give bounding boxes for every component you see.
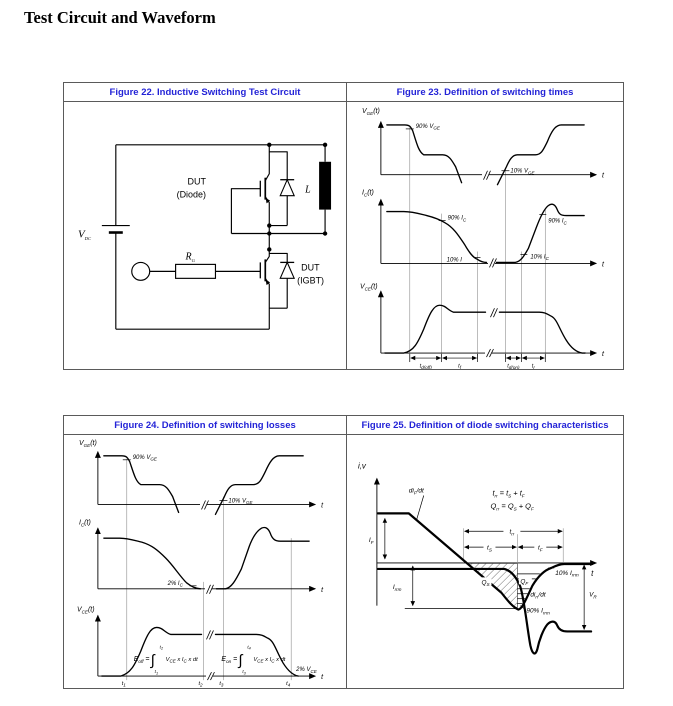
vge-plot xyxy=(79,440,324,514)
figure-table-bottom-header xyxy=(64,416,623,435)
figure-table-top-body xyxy=(64,102,623,369)
gate-resistor xyxy=(176,264,216,278)
pct2-ic-label: 2% $I_C$ xyxy=(167,580,183,588)
ic-plot xyxy=(362,190,605,269)
figure-table-bottom-body xyxy=(64,435,623,688)
equations xyxy=(490,489,534,512)
svg-text:t3: $t_3$ xyxy=(242,669,246,676)
ic-waveform-right xyxy=(216,528,309,589)
inductor-symbol xyxy=(319,145,331,234)
gate-drive-source xyxy=(132,262,150,280)
tr-label: $t_r$ xyxy=(531,363,535,369)
reference-lines xyxy=(410,123,546,359)
td-on-label: $t_{d(on)}$ xyxy=(507,363,520,369)
t-axis-label: t xyxy=(602,351,605,359)
irrm-label: $I_{rrm}$ xyxy=(392,583,402,592)
vr-label: $V_R$ xyxy=(589,591,597,600)
figure22-title: Figure 22. Inductive Switching Test Circuit xyxy=(64,83,347,101)
svg-text:VCE x IC x dt: $V_{CE}$ x $I_C$ x dt xyxy=(253,657,286,664)
vge-axis-label: $V_{GE}(t)$ xyxy=(361,107,380,116)
pct90-ic-fall-label: 90% $I_C$ xyxy=(447,215,467,223)
pct90-vge-label: 90% $V_{GE}$ xyxy=(132,454,157,462)
dif-dt-label: $di_F/dt$ xyxy=(408,487,424,496)
svg-text:t1: $t_1$ xyxy=(154,669,159,676)
qs-label: $Q_S$ xyxy=(481,579,490,588)
trr-span-label: $t_{rr}$ xyxy=(509,528,515,537)
tf-label: $t_f$ xyxy=(458,363,462,369)
t1-tick-label: $t_1$ xyxy=(121,681,126,688)
qf-label: $Q_F$ xyxy=(520,578,529,587)
figure25-cell xyxy=(347,435,623,688)
pct10-irrm-label: 10% $I_{rrm}$ xyxy=(555,569,579,578)
dut-igbt-label: DUT xyxy=(301,262,320,273)
pct10-vge-label: 10% $V_{GE}$ xyxy=(228,498,253,506)
vge-waveform xyxy=(104,456,179,513)
pct10-ic-rise-label: 10% $I_C$ xyxy=(530,254,549,262)
reference-lines xyxy=(127,459,291,680)
figure-table-top-header xyxy=(64,83,623,102)
figure25-title: Figure 25. Definition of diode switching characteristics xyxy=(361,419,609,431)
eoff-formula xyxy=(134,644,198,675)
diode-switching-characteristics-diagram xyxy=(347,435,623,688)
t-axis-label: t xyxy=(591,568,594,578)
t-axis-label: t xyxy=(602,261,605,269)
inductor-label: L xyxy=(305,184,311,196)
dut-igbt-label-2: (IGBT) xyxy=(297,275,325,286)
vge-waveform-right xyxy=(497,125,584,185)
pct10-ic-fall-label: 10% I xyxy=(446,257,462,264)
ic-axis-label: $I_C(t)$ xyxy=(78,519,91,528)
page-title: Test Circuit and Waveform xyxy=(24,8,216,27)
figure23-title: Figure 23. Definition of switching times xyxy=(396,86,574,98)
t-axis-label: t xyxy=(321,502,324,510)
t-axis-label: t xyxy=(321,674,324,682)
figure-table-top xyxy=(63,82,624,370)
t3-tick-label: $t_3$ xyxy=(219,681,224,688)
vge-waveform xyxy=(387,125,462,183)
iv-axis-label: i,v xyxy=(357,461,366,471)
rg-label: $R_G$ xyxy=(185,251,195,263)
vce-waveform-right xyxy=(215,634,298,676)
lower-igbt-symbol xyxy=(260,249,270,329)
qrr-equation: $Q_{rr} = Q_S + Q_F$ xyxy=(490,501,534,512)
figure22-cell xyxy=(64,102,347,369)
lower-diode-symbol xyxy=(269,253,294,308)
svg-text:∫: ∫ xyxy=(150,653,155,670)
ts-span-label: $t_S$ xyxy=(487,544,492,553)
time-ticks xyxy=(122,681,291,687)
if-label: $I_F$ xyxy=(368,537,374,546)
vce-waveform xyxy=(385,305,486,353)
ic-waveform xyxy=(387,212,487,263)
upper-diode-symbol xyxy=(269,152,294,226)
pct90-irrm-label: 90% $I_{rrm}$ xyxy=(526,607,550,616)
switching-losses-waveform-diagram xyxy=(64,435,346,688)
switching-times-waveform-diagram xyxy=(347,102,623,369)
irrm-arrow xyxy=(393,566,413,606)
dirr-dt-label: $di_{rr}/dt$ xyxy=(530,591,546,600)
timing-spans xyxy=(410,354,546,369)
t4-tick-label: $t_4$ xyxy=(286,681,291,688)
pct90-ic-rise-label: 90% $I_C$ xyxy=(548,218,567,226)
vdc-label: $V_{DC}$ xyxy=(77,228,92,241)
pct90-vge-label: 90% $V_{GE}$ xyxy=(415,123,440,131)
dut-diode-label-2: (Diode) xyxy=(176,189,206,200)
trr-equation: $t_{rr} = t_S + t_F$ xyxy=(492,488,525,499)
vge-axis-label: $V_{GE}(t)$ xyxy=(78,439,97,448)
junction-dots xyxy=(267,143,327,252)
t-axis-label: t xyxy=(602,172,605,180)
pct2-vce-label: 2% $V_{CE}$ xyxy=(296,667,317,674)
svg-text:Eon =: $E_{on}$ = xyxy=(221,656,238,664)
vge-plot xyxy=(362,108,605,185)
inductive-switching-test-circuit-diagram xyxy=(64,102,346,369)
ic-waveform xyxy=(104,538,201,589)
vce-axis-label: $V_{CE}(t)$ xyxy=(359,283,378,292)
figure24-title: Figure 24. Definition of switching losses xyxy=(64,416,347,434)
svg-text:∫: ∫ xyxy=(238,653,243,670)
dut-diode-label: DUT xyxy=(187,176,206,187)
figure24-cell xyxy=(64,435,347,688)
svg-text:t4: $t_4$ xyxy=(247,644,251,651)
t-axis-label: t xyxy=(321,586,324,594)
tf-span xyxy=(518,541,562,552)
vce-plot xyxy=(360,283,605,358)
svg-text:t2: $t_2$ xyxy=(159,644,164,651)
svg-text:VCE x IC x dt: $V_{CE}$ x $I_C$ x dt xyxy=(165,657,198,664)
vce-waveform-right xyxy=(499,312,585,353)
battery-symbol xyxy=(102,226,130,233)
diode-current-waveform xyxy=(378,513,592,609)
trr-span xyxy=(465,525,563,536)
pct10-vge-label: 10% $V_{GE}$ xyxy=(510,168,535,176)
t2-tick-label: $t_2$ xyxy=(198,681,203,688)
vce-plot xyxy=(77,607,324,681)
ts-span xyxy=(465,541,517,552)
vge-waveform-right xyxy=(215,456,303,515)
ic-axis-label: $I_C(t)$ xyxy=(361,189,374,198)
vce-axis-label: $V_{CE}(t)$ xyxy=(76,606,95,615)
figure-table-bottom xyxy=(63,415,624,689)
tf-span-label: $t_F$ xyxy=(537,544,543,553)
circuit-wires xyxy=(116,145,325,329)
svg-text:Eoff =: $E_{off}$ = xyxy=(133,656,150,664)
td-off-label: $t_{d(off)}$ xyxy=(419,363,432,369)
figure23-cell xyxy=(347,102,623,369)
ic-plot xyxy=(79,519,324,594)
